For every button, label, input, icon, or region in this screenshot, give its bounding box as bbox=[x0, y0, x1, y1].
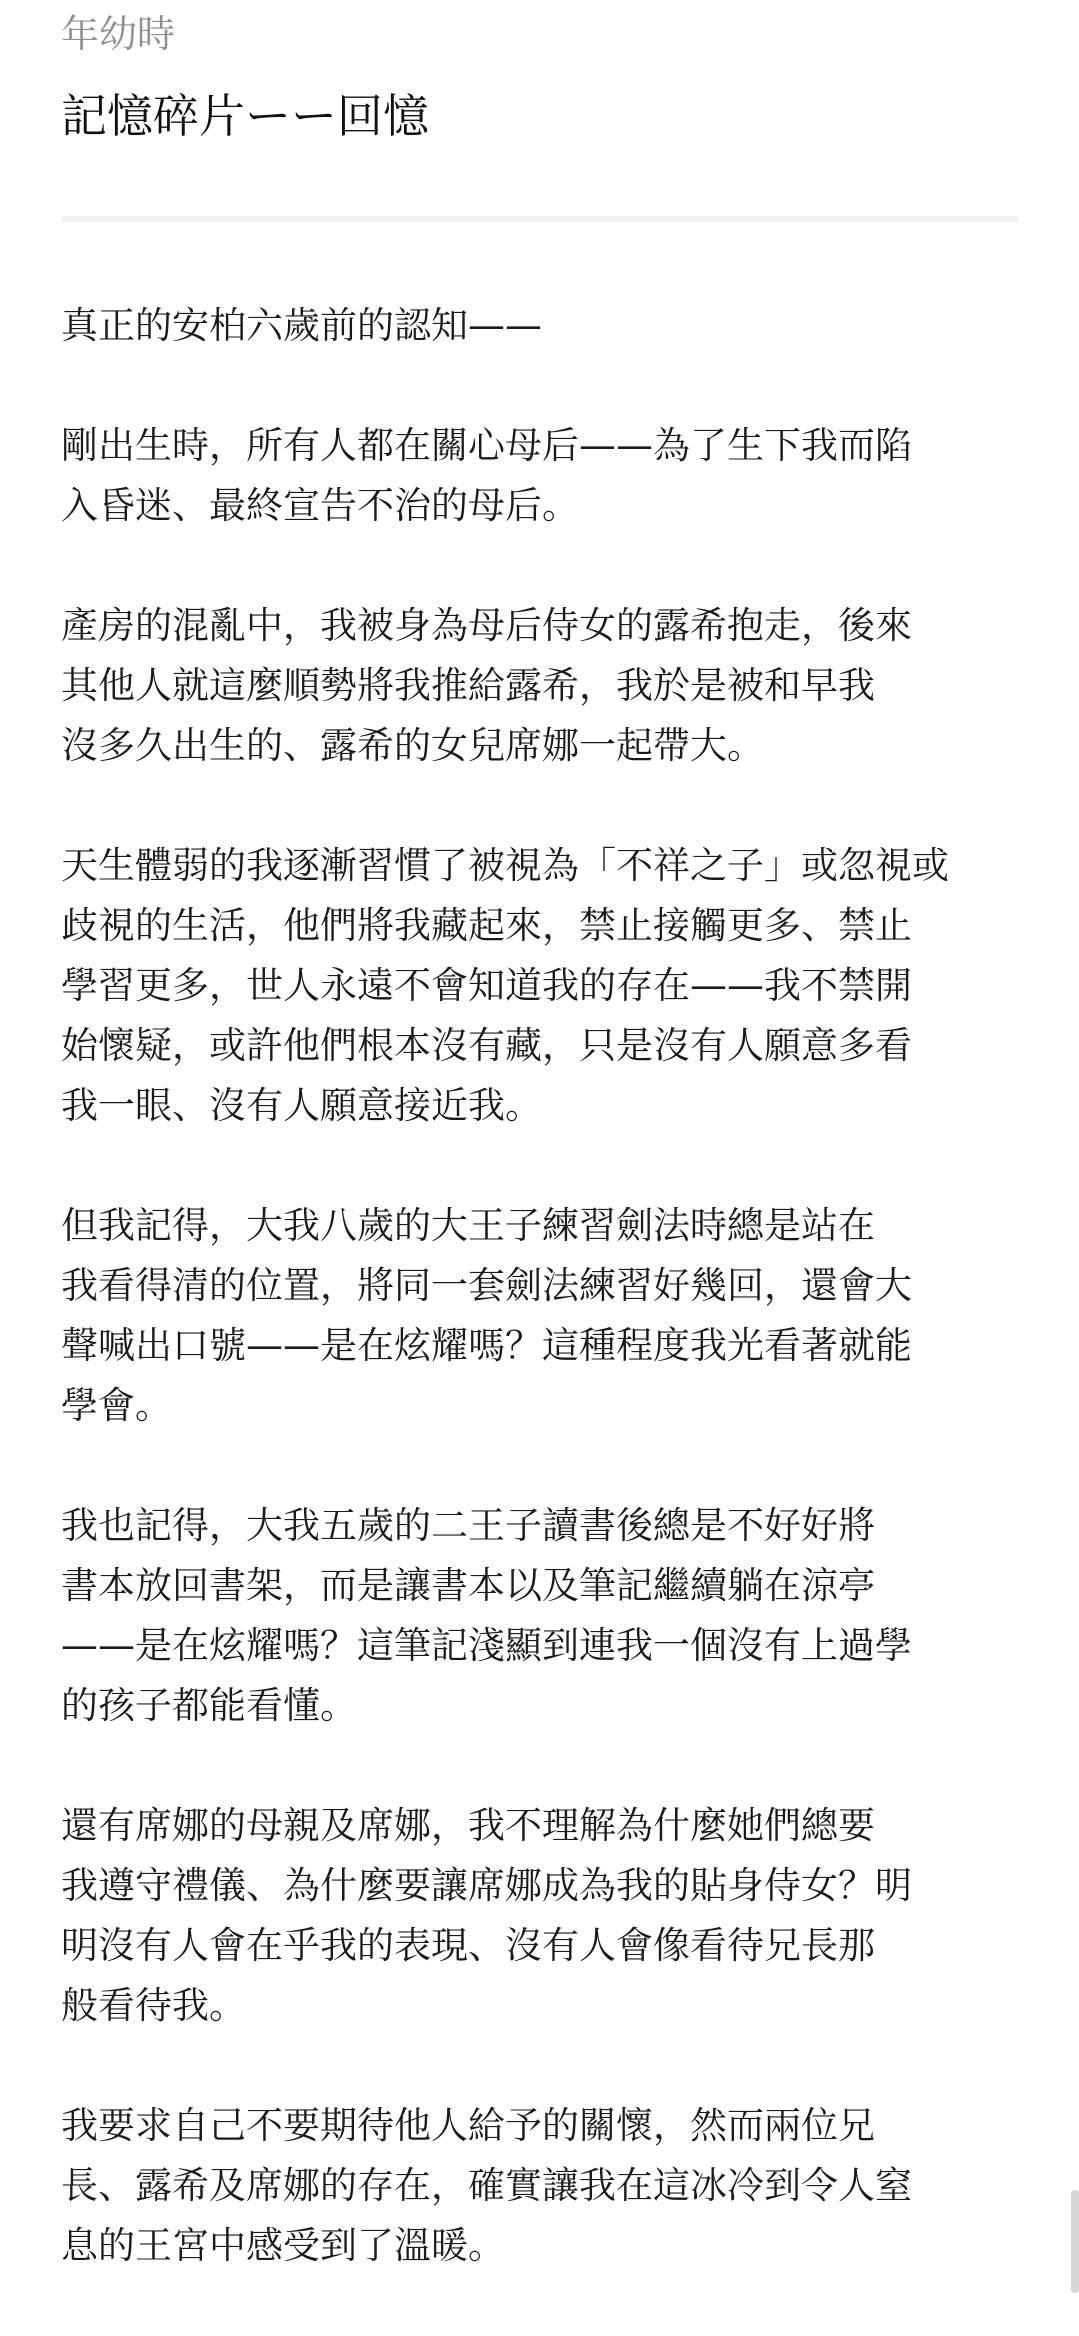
paragraph bbox=[61, 1796, 1021, 2036]
paragraph bbox=[61, 596, 1021, 776]
title-divider bbox=[61, 216, 1019, 222]
text-line: 其他人就這麼順勢將我推給露希，我於是被和早我 bbox=[61, 664, 875, 707]
text-line: ——是在炫耀嗎？這筆記淺顯到連我一個沒有上過學 bbox=[61, 1624, 912, 1667]
text-line: 我一眼、沒有人願意接近我。 bbox=[61, 1084, 542, 1127]
text-line: 我遵守禮儀、為什麼要讓席娜成為我的貼身侍女？明 bbox=[61, 1864, 912, 1907]
text-line: 入昏迷、最終宣告不治的母后。 bbox=[61, 484, 579, 527]
paragraph bbox=[61, 836, 1021, 1136]
text-line: 般看待我。 bbox=[61, 1984, 246, 2027]
chapter-label: 年幼時 bbox=[61, 12, 176, 56]
text-line: 學習更多，世人永遠不會知道我的存在——我不禁開 bbox=[61, 964, 912, 1007]
text-line: 剛出生時，所有人都在關心母后——為了生下我而陷 bbox=[61, 424, 912, 467]
text-line: 真正的安柏六歲前的認知—— bbox=[61, 304, 542, 347]
text-line: 但我記得，大我八歲的大王子練習劍法時總是站在 bbox=[61, 1204, 875, 1247]
text-line: 始懷疑，或許他們根本沒有藏，只是沒有人願意多看 bbox=[61, 1024, 912, 1067]
paragraph bbox=[61, 1496, 1021, 1736]
text-line: 產房的混亂中，我被身為母后侍女的露希抱走，後來 bbox=[61, 604, 912, 647]
text-line: 息的王宮中感受到了溫暖。 bbox=[61, 2224, 505, 2267]
text-line: 還有席娜的母親及席娜，我不理解為什麼她們總要 bbox=[61, 1804, 875, 1847]
scrollbar-thumb[interactable] bbox=[1071, 2190, 1079, 2293]
text-line: 歧視的生活，他們將我藏起來，禁止接觸更多、禁止 bbox=[61, 904, 912, 947]
text-line: 我也記得，大我五歲的二王子讀書後總是不好好將 bbox=[61, 1504, 875, 1547]
text-line: 書本放回書架，而是讓書本以及筆記繼續躺在涼亭 bbox=[61, 1564, 875, 1607]
paragraph bbox=[61, 2096, 1021, 2276]
text-line: 明沒有人會在乎我的表現、沒有人會像看待兄長那 bbox=[61, 1924, 875, 1967]
paragraph bbox=[61, 296, 1021, 356]
text-line: 學會。 bbox=[61, 1384, 172, 1427]
chapter-title: 記憶碎片ーー回憶 bbox=[61, 89, 429, 143]
paragraph bbox=[61, 416, 1021, 536]
text-line: 天生體弱的我逐漸習慣了被視為「不祥之子」或忽視或 bbox=[61, 844, 949, 887]
article-body bbox=[61, 296, 1021, 2336]
text-line: 長、露希及席娜的存在，確實讓我在這冰冷到令人窒 bbox=[61, 2164, 912, 2207]
text-line: 聲喊出口號——是在炫耀嗎？這種程度我光看著就能 bbox=[61, 1324, 912, 1367]
text-line: 我要求自己不要期待他人給予的關懷，然而兩位兄 bbox=[61, 2104, 875, 2147]
text-line: 我看得清的位置，將同一套劍法練習好幾回，還會大 bbox=[61, 1264, 912, 1307]
text-line: 沒多久出生的、露希的女兒席娜一起帶大。 bbox=[61, 724, 764, 767]
text-line: 的孩子都能看懂。 bbox=[61, 1684, 357, 1727]
paragraph bbox=[61, 1196, 1021, 1436]
